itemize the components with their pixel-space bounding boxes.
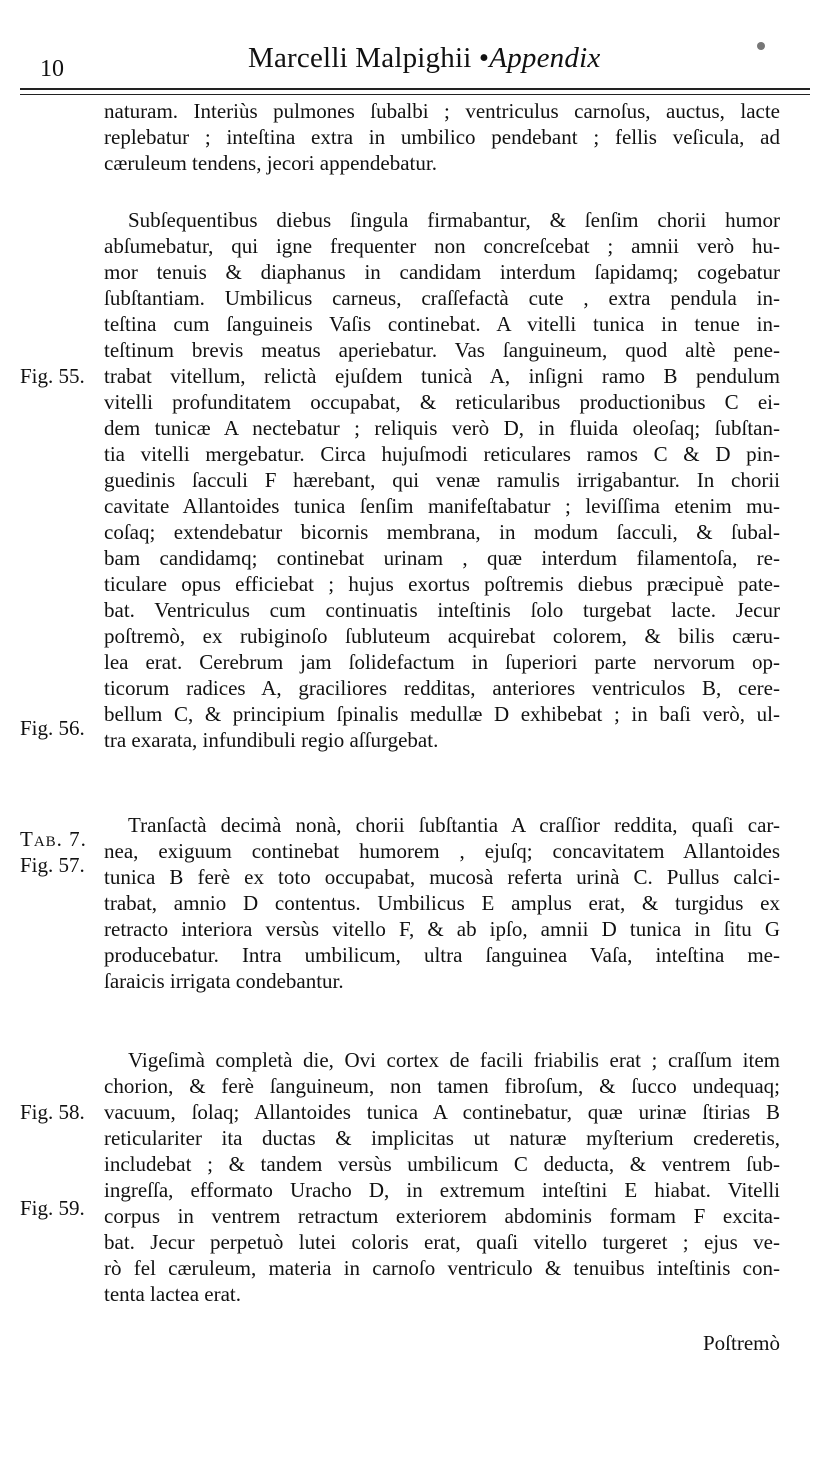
text-line: mor tenuis & diaphanus in candidam interdum ſapidamq; cogebatur	[104, 260, 780, 284]
text-line: bat. Ventriculus cum continuatis inteſtinis ſolo turgebat lacte. Jecur	[104, 598, 780, 622]
margin-note-tab-7: Tab. 7.	[20, 827, 87, 851]
text-line: retracto interiora versùs vitello F, & ab ipſo, amnii D tunica in ſitu G	[104, 917, 780, 941]
text-line: corpus in ventrem retractum exteriorem abdominis formam F excita-	[104, 1204, 780, 1228]
catchword: Poſtremò	[703, 1331, 780, 1355]
text-line: includebat ; & tandem versùs umbilicum C deducta, & ventrem ſub-	[104, 1152, 780, 1176]
text-line: vitelli profunditatem occupabat, & reticularibus productionibus C ei-	[104, 390, 780, 414]
text-line: tia vitelli mergebatur. Circa hujuſmodi reticulares ramos C & D pin-	[104, 442, 780, 466]
text-line: lea erat. Cerebrum jam ſolidefactum in ſuperiori parte nervorum op-	[104, 650, 780, 674]
running-head-separator: •	[478, 42, 490, 74]
text-line: replebatur ; inteſtina extra in umbilico pendebant ; fellis veſicula, ad	[104, 125, 780, 149]
text-line: naturam. Interiùs pulmones ſubalbi ; ventriculus carnoſus, auctus, lacte	[104, 99, 780, 123]
margin-note-fig-57: Fig. 57.	[20, 853, 85, 877]
text-line: bat. Jecur perpetuò lutei coloris erat, quaſi vitello turgeret ; ejus ve-	[104, 1230, 780, 1254]
text-line: poſtremò, ex rubiginoſo ſubluteum acquirebat colorem, & bilis cæru-	[104, 624, 780, 648]
header-rule-top	[20, 88, 810, 90]
text-line: guedinis ſacculi F hærebant, qui venæ ramulis irrigabantur. In chorii	[104, 468, 780, 492]
text-line: reticulariter ita ductas & implicitas ut naturæ myſterium crederetis,	[104, 1126, 780, 1150]
text-line: coſaq; extendebatur bicornis membrana, in modum ſacculi, & ſubal-	[104, 520, 780, 544]
text-line: chorion, & ferè ſanguineum, non tamen fibroſum, & ſucco undequaq;	[104, 1074, 780, 1098]
text-line: Vigeſimà completà die, Ovi cortex de facili friabilis erat ; craſſum item	[128, 1048, 780, 1072]
text-line: ſubſtantiam. Umbilicus carneus, craſſefactà cute , extra pendula in-	[104, 286, 780, 310]
text-line: ſaraicis irrigata condebantur.	[104, 969, 344, 993]
running-head-section: Appendix	[489, 42, 601, 74]
text-line: teſtina cum ſanguineis Vaſis continebat. A vitelli tunica in tenue in-	[104, 312, 780, 336]
text-line: cavitate Allantoides tunica ſenſim manifeſtabatur ; leviſſima etenim mu-	[104, 494, 780, 518]
text-line: abſumebatur, qui igne frequenter non concreſcebat ; amnii verò hu-	[104, 234, 780, 258]
text-line: trabat, amnio D contentus. Umbilicus E amplus erat, & turgidus ex	[104, 891, 780, 915]
text-line: dem tunicæ A nectebatur ; reliquis verò D, in fluida oleoſaq; ſubſtan-	[104, 416, 780, 440]
running-head-author: Marcelli Malpighii	[248, 42, 472, 74]
text-line: tenta lactea erat.	[104, 1282, 241, 1306]
text-line: ticulare opus efficiebat ; hujus exortus poſtremis diebus præcipuè pate-	[104, 572, 780, 596]
text-line: cæruleum tendens, jecori appendebatur.	[104, 151, 437, 175]
text-line: bam candidamq; continebat urinam , quæ interdum filamentoſa, re-	[104, 546, 780, 570]
text-line: tunica B ferè ex toto occupabat, mucosà referta urinà C. Pullus calci-	[104, 865, 780, 889]
text-line: nea, exiguum continebat humorem , ejuſq; concavitatem Allantoides	[104, 839, 780, 863]
text-line: Tranſactà decimà nonà, chorii ſubſtantia A craſſior reddita, quaſi car-	[128, 813, 780, 837]
text-line: rò fel cæruleum, materia in carnoſo ventriculo & tenuibus inteſtinis con-	[104, 1256, 780, 1280]
text-line: tra exarata, infundibuli regio aſſurgebat.	[104, 728, 439, 752]
text-line: ticorum radices A, graciliores redditas, anteriores ventriculos B, cere-	[104, 676, 780, 700]
text-line: producebatur. Intra umbilicum, ultra ſanguinea Vaſa, inteſtina me-	[104, 943, 780, 967]
running-head	[248, 42, 600, 75]
page-number: 10	[40, 56, 64, 82]
text-line: Subſequentibus diebus ſingula firmabantur, & ſenſim chorii humor	[128, 208, 780, 232]
text-line: teſtinum brevis meatus aperiebatur. Vas ſanguineum, quod altè pene-	[104, 338, 780, 362]
margin-note-fig-58: Fig. 58.	[20, 1100, 85, 1124]
margin-note-fig-59: Fig. 59.	[20, 1196, 85, 1220]
text-line: ingreſſa, efformato Uracho D, in extremum inteſtini E hiabat. Vitelli	[104, 1178, 780, 1202]
ink-spot	[757, 42, 765, 50]
margin-note-fig-56: Fig. 56.	[20, 716, 85, 740]
text-line: trabat vitellum, relictà ejuſdem tunicà A, inſigni ramo B pendulum	[104, 364, 780, 388]
text-line: vacuum, ſolaq; Allantoides tunica A continebatur, quæ urinæ ſtirias B	[104, 1100, 780, 1124]
margin-note-fig-55: Fig. 55.	[20, 364, 85, 388]
header-rule-bottom	[20, 94, 810, 95]
text-line: bellum C, & principium ſpinalis medullæ D exhibebat ; in baſi verò, ul-	[104, 702, 780, 726]
